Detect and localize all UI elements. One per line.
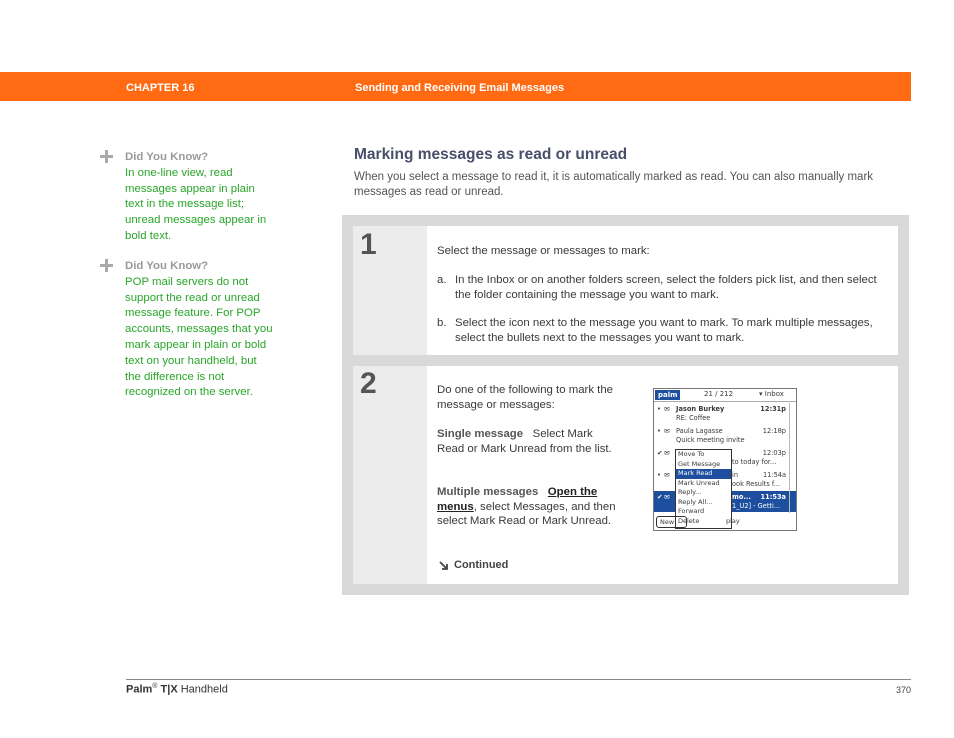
palm-logo: palm <box>655 390 680 400</box>
envelope-icon[interactable]: ✉ <box>664 449 670 457</box>
menu-item-reply[interactable]: Reply... <box>678 488 702 496</box>
message-count: 21 / 212 <box>704 390 734 398</box>
menu-item-mark-unread[interactable]: Mark Unread <box>678 478 720 487</box>
menu-item-move-to[interactable]: Move To <box>678 450 705 458</box>
sender-name: in <box>732 471 739 479</box>
message-row[interactable] <box>654 403 796 424</box>
section-intro: When you select a message to read it, it is automatically marked as read. You can also manually mark messages as read or unread. <box>354 171 874 198</box>
plus-icon <box>100 259 113 272</box>
tip-body: POP mail servers do not support the read or unread message feature. For POP accounts, messages that you mark appear in plain or bold text on your handheld, but the difference is not recognized on the server. <box>125 275 273 399</box>
sender-name: Jason Burkey <box>676 405 725 413</box>
folder-pick-list[interactable]: ▾ Inbox <box>759 390 784 398</box>
single-message-label: Single message <box>437 428 524 440</box>
multiple-messages-instruction <box>437 485 622 529</box>
footer-rule <box>126 679 911 680</box>
check-icon[interactable]: ✔ <box>657 493 663 501</box>
menu-item-mark-read[interactable]: Mark Read <box>676 469 731 479</box>
palm-inbox-screenshot <box>653 388 797 531</box>
did-you-know-tip-2 <box>100 259 280 401</box>
step-1a-text: In the Inbox or on another folders screen, select the folders pick list, and then select the folder containing the message you want to mark. <box>455 274 877 301</box>
folder-name: Inbox <box>764 390 784 398</box>
step-1-lead: Select the message or messages to mark: <box>437 245 650 257</box>
envelope-icon[interactable]: ✉ <box>664 427 670 435</box>
multiple-messages-label: Multiple messages <box>437 486 539 498</box>
chapter-label: CHAPTER 16 <box>126 82 195 94</box>
tip-heading: Did You Know? <box>125 260 209 272</box>
step-2-lead: Do one of the following to mark the message or messages: <box>437 384 614 411</box>
envelope-icon[interactable]: ✉ <box>664 493 670 501</box>
footer-product <box>126 683 228 696</box>
envelope-icon[interactable]: ✉ <box>664 405 670 413</box>
footer-brand: Palm <box>126 683 153 696</box>
message-subject: 1_U2] - Getti... <box>732 502 781 510</box>
message-row[interactable] <box>654 425 796 446</box>
new-button[interactable]: New <box>656 516 687 528</box>
bullet-icon[interactable]: • <box>657 427 661 435</box>
message-subject: ook Results f... <box>732 480 781 488</box>
tip-heading: Did You Know? <box>125 151 209 163</box>
footer-suffix: Handheld <box>177 683 228 696</box>
did-you-know-tip-1 <box>100 150 280 245</box>
multiple-messages-text: , select Messages, and then select Mark Read or Mark Unread. <box>437 500 616 527</box>
menu-item-forward[interactable]: Forward <box>678 507 705 515</box>
chapter-title: Sending and Receiving Email Messages <box>355 82 565 94</box>
open-menus-link[interactable]: Open the menus <box>437 486 598 513</box>
step-number: 1 <box>360 228 377 261</box>
menu-item-delete[interactable]: Delete <box>678 516 700 525</box>
plus-icon <box>100 150 113 163</box>
display-button[interactable]: play <box>726 517 740 525</box>
message-time: 12:31p <box>760 405 786 413</box>
footer-model: T|X <box>160 683 178 696</box>
message-subject: Quick meeting invite <box>676 436 745 444</box>
tip-body: In one-line view, read messages appear in plain text in the message list; unread messages appear in bold text. <box>125 166 267 242</box>
continued-arrow-icon <box>438 560 450 572</box>
section-title: Marking messages as read or unread <box>354 146 628 163</box>
message-subject: RE: Coffee <box>676 414 711 422</box>
message-subject: to today for... <box>732 458 777 466</box>
continued-label: Continued <box>454 559 509 571</box>
envelope-icon[interactable]: ✉ <box>664 471 670 479</box>
bullet-icon[interactable]: • <box>657 471 661 479</box>
message-time: 12:03p <box>762 449 786 457</box>
single-message-instruction <box>437 427 617 456</box>
single-message-text: Select Mark Read or Mark Unread from the list. <box>437 428 612 455</box>
message-time: 12:18p <box>762 427 786 435</box>
page-number: 370 <box>895 685 911 695</box>
menu-item-get-message[interactable]: Get Message <box>678 459 721 468</box>
message-time: 11:54a <box>762 471 786 479</box>
message-time: 11:53a <box>760 493 786 501</box>
step-1b-marker: b. <box>437 317 447 329</box>
palm-title-bar <box>654 389 796 402</box>
footer-reg-mark: ® <box>152 683 158 690</box>
bullet-icon[interactable]: • <box>657 405 661 413</box>
step-1a-marker: a. <box>437 274 447 286</box>
sender-name: Paula Lagasse <box>676 427 723 435</box>
check-icon[interactable]: ✔ <box>657 449 663 457</box>
menu-item-reply-all[interactable]: Reply All... <box>678 497 713 506</box>
sender-name: mo... <box>732 493 751 501</box>
step-1b-text: Select the icon next to the message you want to mark. To mark multiple messages, select the bullets next to the messages you want to mark. <box>455 317 873 344</box>
scrollbar[interactable] <box>789 403 795 513</box>
step-number: 2 <box>360 367 377 400</box>
